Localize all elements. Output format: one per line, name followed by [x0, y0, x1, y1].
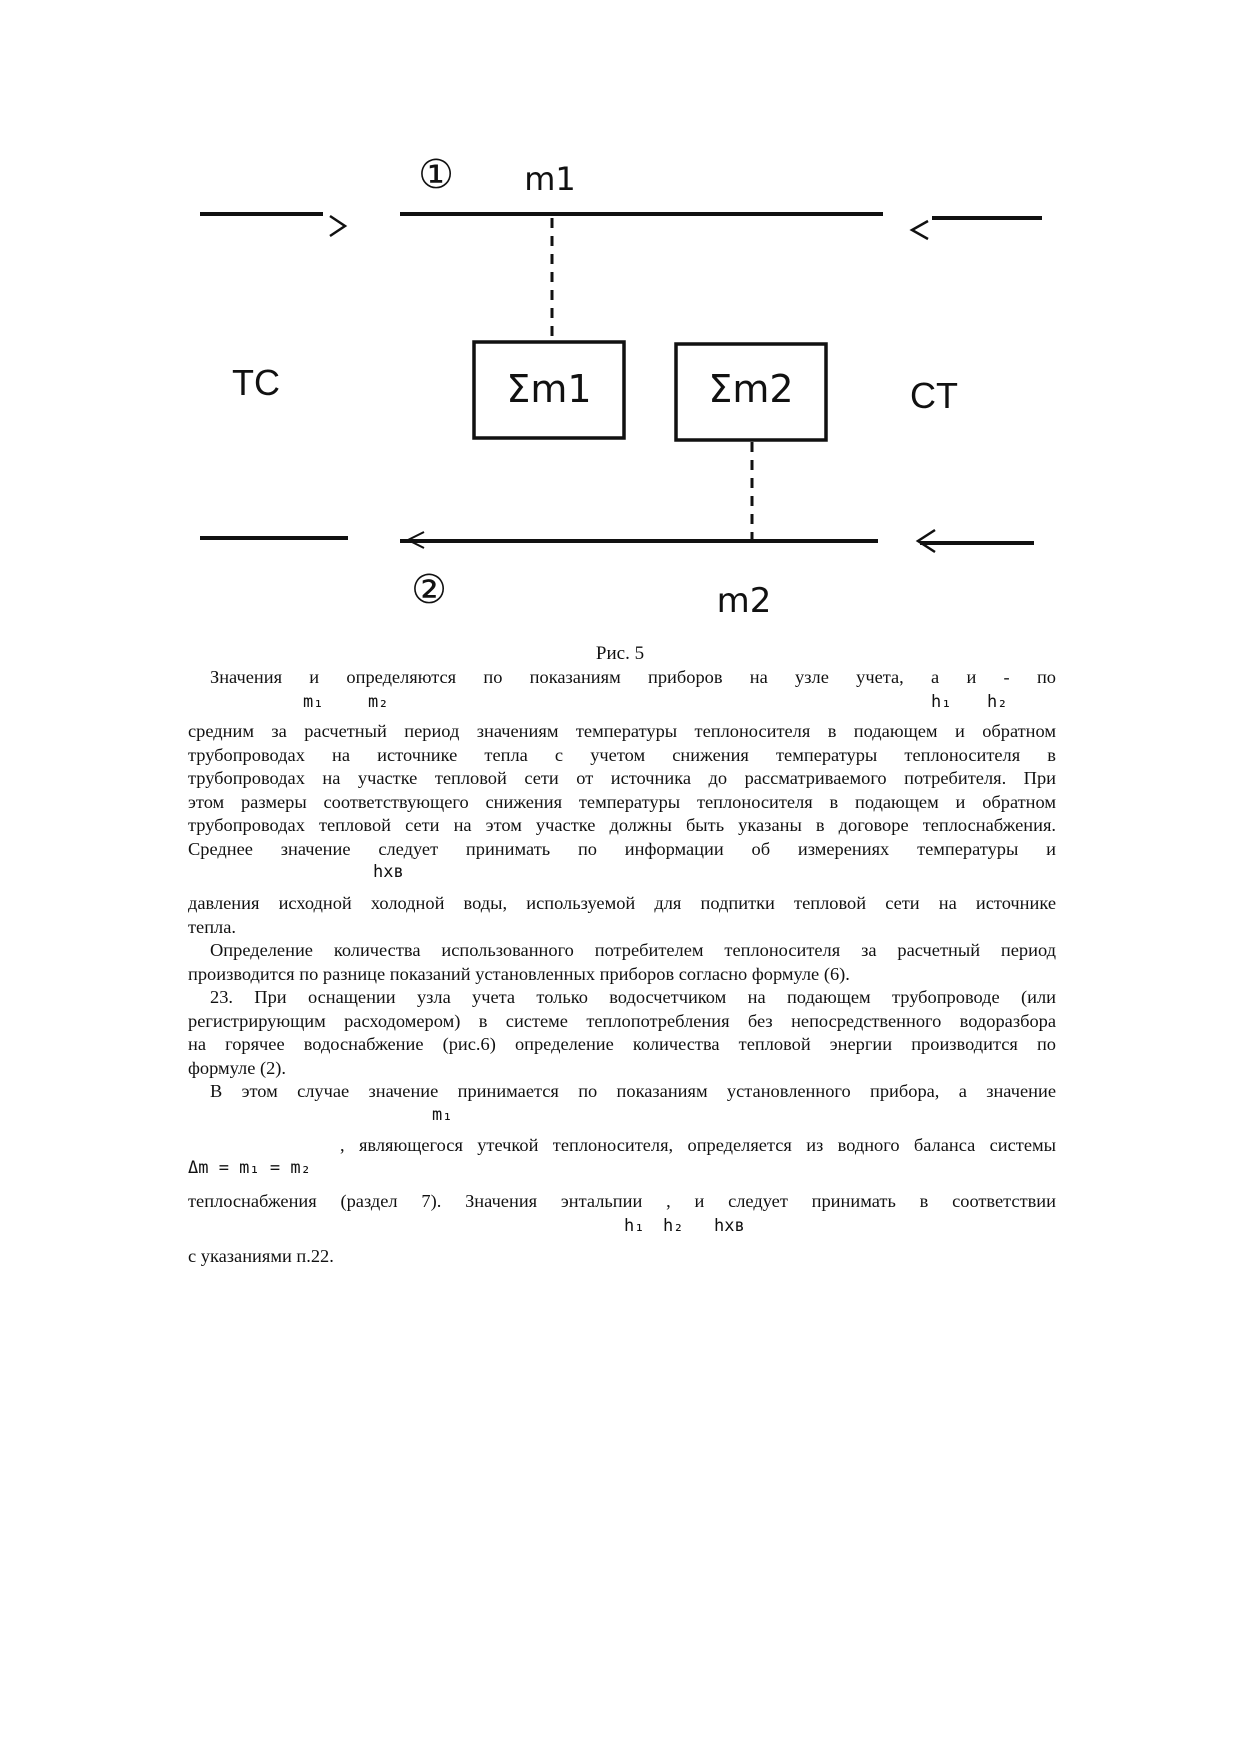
flow-diagram: [0, 0, 1240, 640]
paragraph-1-cont: [188, 720, 1056, 861]
p1-formulas: [0, 692, 1240, 718]
p4-formula-balance: [0, 1158, 1240, 1184]
p4-line-4: с указаниями п.22.: [188, 1246, 334, 1266]
meter-1-label: Σm1: [506, 367, 592, 411]
p1-line-5: этом размеры соответствующего снижения температуры теплоносителя в подающем и обратном: [188, 791, 1056, 812]
p1-formula-hxv: [0, 862, 1240, 888]
p1-line-1: Значения и определяются по показаниям приборов на узле учета, а и - по: [210, 667, 1056, 687]
formula-h1-b: h₁: [624, 1216, 645, 1236]
paragraph-3: [188, 986, 1056, 1080]
paragraph-2: [188, 939, 1056, 986]
formula-h2-b: h₂: [663, 1216, 684, 1236]
p1-line-6: трубопроводах тепловой сети на этом участке должны быть указаны в договоре теплоснабжения.: [188, 815, 1056, 835]
formula-m2: m₂: [368, 692, 389, 712]
p3-line-1: 23. При оснащении узла учета только водосчетчиком на подающем трубопроводе (или: [210, 987, 1056, 1007]
p3-line-2: регистрирующим расходомером) в системе теплопотребления без непосредственного водоразбора: [188, 1010, 1056, 1031]
p1-line-7: Среднее значение следует принимать по информации об измерениях температуры и: [188, 838, 1056, 859]
right-arrow-icon: [330, 216, 345, 236]
formula-m1: m₁: [303, 692, 324, 712]
paragraph-4-leak: [340, 1134, 1056, 1158]
p2-line-1: Определение количества использованного потребителем теплоносителя за расчетный период: [210, 940, 1056, 960]
formula-balance: Δm = m₁ = m₂: [188, 1158, 311, 1178]
p1-line-9: тепла.: [188, 916, 236, 937]
m2-label: m2: [716, 581, 772, 621]
formula-h2: h₂: [987, 692, 1008, 712]
m1-label: m1: [524, 160, 576, 198]
formula-m1-b: m₁: [432, 1105, 453, 1125]
figure-caption: Рис. 5: [595, 643, 645, 664]
p4-formulas-h: [0, 1216, 1240, 1242]
p4-line-1: В этом случае значение принимается по показаниям установленного прибора, а значение: [210, 1081, 1056, 1101]
node-1-label: ①: [418, 152, 454, 198]
p3-line-4: формуле (2).: [188, 1057, 287, 1078]
node-2-label: ②: [411, 567, 447, 613]
meter-2-label: Σm2: [708, 367, 794, 411]
p4-formula-m1: [0, 1105, 1240, 1131]
paragraph-1-end: [188, 892, 1056, 939]
formula-hxv-b: hхв: [714, 1216, 745, 1236]
p2-line-2: производится по разнице показаний установленных приборов согласно формуле (6).: [188, 963, 850, 984]
paragraph-4-enthalpy: [188, 1190, 1056, 1214]
formula-hxv: hхв: [373, 862, 404, 882]
p3-line-3: на горячее водоснабжение (рис.6) определение количества тепловой энергии производится по: [188, 1034, 1056, 1054]
p1-line-3: трубопроводах на источнике тепла с учетом снижения температуры теплоносителя в: [188, 744, 1056, 765]
paragraph-4: [188, 1080, 1056, 1104]
left-arrow-icon: [912, 221, 928, 239]
tc-label: TC: [232, 362, 280, 403]
paragraph-4-end: [188, 1245, 1056, 1269]
p1-line-4: трубопроводах на участке тепловой сети от источника до рассматриваемого потребителя. При: [188, 768, 1056, 788]
formula-h1: h₁: [931, 692, 952, 712]
paragraph-1: [188, 666, 1056, 690]
p4-line-3: теплоснабжения (раздел 7). Значения энтальпии , и следует принимать в соответствии: [188, 1191, 1056, 1211]
ct-label: CT: [910, 375, 958, 416]
p1-line-8: давления исходной холодной воды, используемой для подпитки тепловой сети на источнике: [188, 893, 1056, 913]
p1-line-2: средним за расчетный период значениям температуры теплоносителя в подающем и обратном: [188, 721, 1056, 741]
p4-line-2: , являющегося утечкой теплоносителя, определяется из водного баланса системы: [340, 1135, 1056, 1155]
